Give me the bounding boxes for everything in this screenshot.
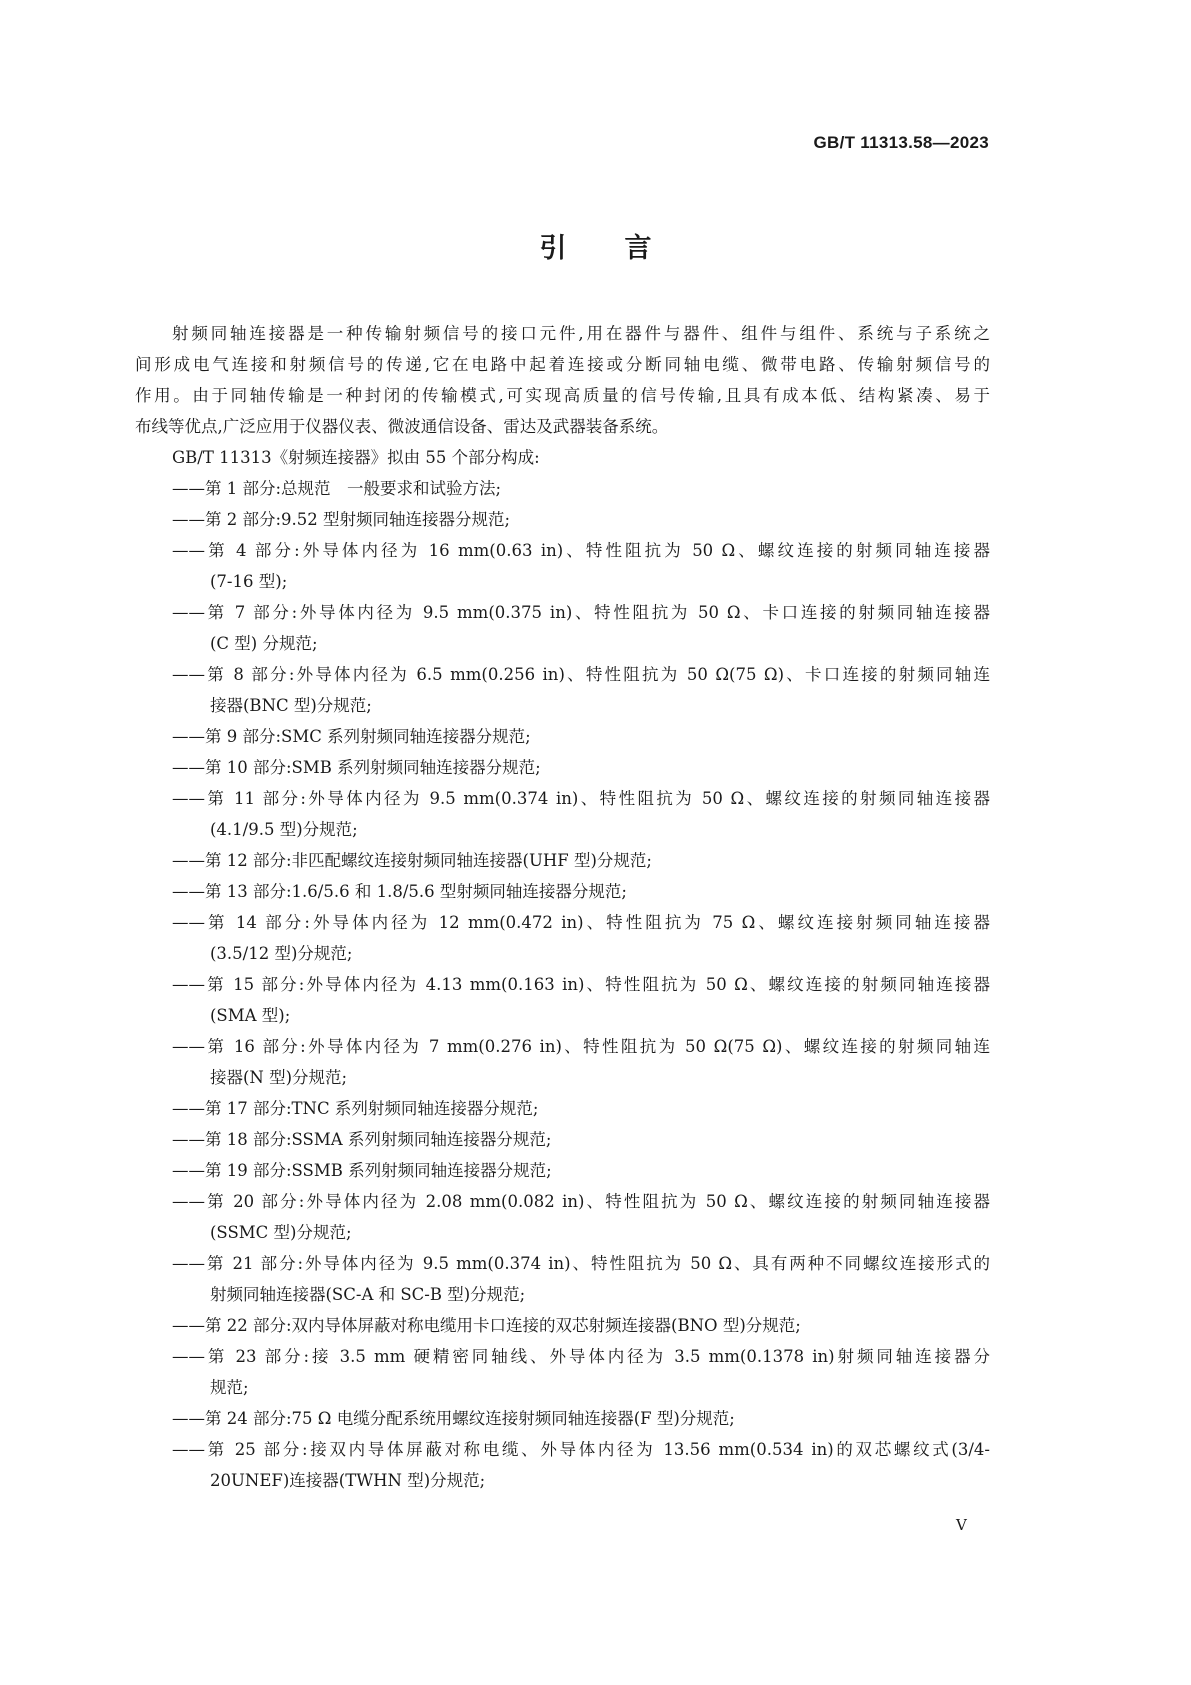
- part-list-item: ——第 9 部分:SMC 系列射频同轴连接器分规范;: [172, 727, 531, 746]
- intro-paragraph-line: 间形成电气连接和射频信号的传递,它在电路中起着连接或分断同轴电缆、微带电路、传输射频信号的: [135, 355, 990, 374]
- standard-number: GB/T 11313.58—2023: [813, 133, 989, 152]
- part-list-item: ——第 11 部分:外导体内径为 9.5 mm(0.374 in)、特性阻抗为 50 Ω、螺纹连接的射频同轴连接器: [172, 789, 990, 808]
- part-list-item-continuation: (3.5/12 型)分规范;: [210, 944, 353, 963]
- part-list-item: ——第 8 部分:外导体内径为 6.5 mm(0.256 in)、特性阻抗为 50 Ω(75 Ω)、卡口连接的射频同轴连: [172, 665, 990, 684]
- part-list-item: ——第 7 部分:外导体内径为 9.5 mm(0.375 in)、特性阻抗为 50 Ω、卡口连接的射频同轴连接器: [172, 603, 990, 622]
- part-list-item: ——第 21 部分:外导体内径为 9.5 mm(0.374 in)、特性阻抗为 50 Ω、具有两种不同螺纹连接形式的: [172, 1254, 990, 1273]
- page-number: V: [956, 1516, 967, 1534]
- part-list-item-continuation: 规范;: [210, 1378, 249, 1397]
- part-list-item-continuation: 射频同轴连接器(SC-A 和 SC-B 型)分规范;: [210, 1285, 526, 1304]
- intro-paragraph-line: 射频同轴连接器是一种传输射频信号的接口元件,用在器件与器件、组件与组件、系统与子系统之: [172, 324, 990, 343]
- part-list-item-continuation: (SSMC 型)分规范;: [210, 1223, 352, 1242]
- part-list-item: ——第 23 部分:接 3.5 mm 硬精密同轴线、外导体内径为 3.5 mm(0.1378 in)射频同轴连接器分: [172, 1347, 990, 1366]
- part-list-item-continuation: (C 型) 分规范;: [210, 634, 318, 653]
- part-list-item: ——第 25 部分:接双内导体屏蔽对称电缆、外导体内径为 13.56 mm(0.534 in)的双芯螺纹式(3/4-: [172, 1440, 990, 1459]
- part-list-item: ——第 22 部分:双内导体屏蔽对称电缆用卡口连接的双芯射频连接器(BNO 型)分规范;: [172, 1316, 801, 1335]
- part-list-item: ——第 10 部分:SMB 系列射频同轴连接器分规范;: [172, 758, 541, 777]
- part-list-item: ——第 14 部分:外导体内径为 12 mm(0.472 in)、特性阻抗为 75 Ω、螺纹连接射频同轴连接器: [172, 913, 990, 932]
- part-list-item: ——第 15 部分:外导体内径为 4.13 mm(0.163 in)、特性阻抗为 50 Ω、螺纹连接的射频同轴连接器: [172, 975, 990, 994]
- part-list-item: ——第 16 部分:外导体内径为 7 mm(0.276 in)、特性阻抗为 50 Ω(75 Ω)、螺纹连接的射频同轴连: [172, 1037, 990, 1056]
- part-list-item-continuation: 接器(BNC 型)分规范;: [210, 696, 372, 715]
- part-list-item: ——第 13 部分:1.6/5.6 和 1.8/5.6 型射频同轴连接器分规范;: [172, 882, 627, 901]
- part-list-item-continuation: 20UNEF)连接器(TWHN 型)分规范;: [210, 1471, 486, 1490]
- page-title: 引言: [539, 233, 710, 264]
- document-body: [135, 318, 990, 1496]
- part-list-item: ——第 18 部分:SSMA 系列射频同轴连接器分规范;: [172, 1130, 552, 1149]
- part-list-item: ——第 1 部分:总规范 一般要求和试验方法;: [172, 479, 502, 498]
- part-list-item-continuation: 接器(N 型)分规范;: [210, 1068, 348, 1087]
- composition-statement: GB/T 11313《射频连接器》拟由 55 个部分构成:: [172, 448, 540, 467]
- part-list-item: ——第 12 部分:非匹配螺纹连接射频同轴连接器(UHF 型)分规范;: [172, 851, 652, 870]
- part-list-item: ——第 2 部分:9.52 型射频同轴连接器分规范;: [172, 510, 511, 529]
- part-list-item-continuation: (7-16 型);: [210, 572, 288, 591]
- intro-paragraph-line: 作用。由于同轴传输是一种封闭的传输模式,可实现高质量的信号传输,且具有成本低、结构紧凑、易于: [135, 386, 990, 405]
- part-list-item: ——第 4 部分:外导体内径为 16 mm(0.63 in)、特性阻抗为 50 Ω、螺纹连接的射频同轴连接器: [172, 541, 990, 560]
- part-list-item-continuation: (SMA 型);: [210, 1006, 291, 1025]
- part-list-item: ——第 20 部分:外导体内径为 2.08 mm(0.082 in)、特性阻抗为 50 Ω、螺纹连接的射频同轴连接器: [172, 1192, 990, 1211]
- part-list-item-continuation: (4.1/9.5 型)分规范;: [210, 820, 358, 839]
- part-list-item: ——第 24 部分:75 Ω 电缆分配系统用螺纹连接射频同轴连接器(F 型)分规范;: [172, 1409, 735, 1428]
- part-list-item: ——第 19 部分:SSMB 系列射频同轴连接器分规范;: [172, 1161, 552, 1180]
- intro-paragraph-line: 布线等优点,广泛应用于仪器仪表、微波通信设备、雷达及武器装备系统。: [135, 417, 669, 436]
- part-list-item: ——第 17 部分:TNC 系列射频同轴连接器分规范;: [172, 1099, 539, 1118]
